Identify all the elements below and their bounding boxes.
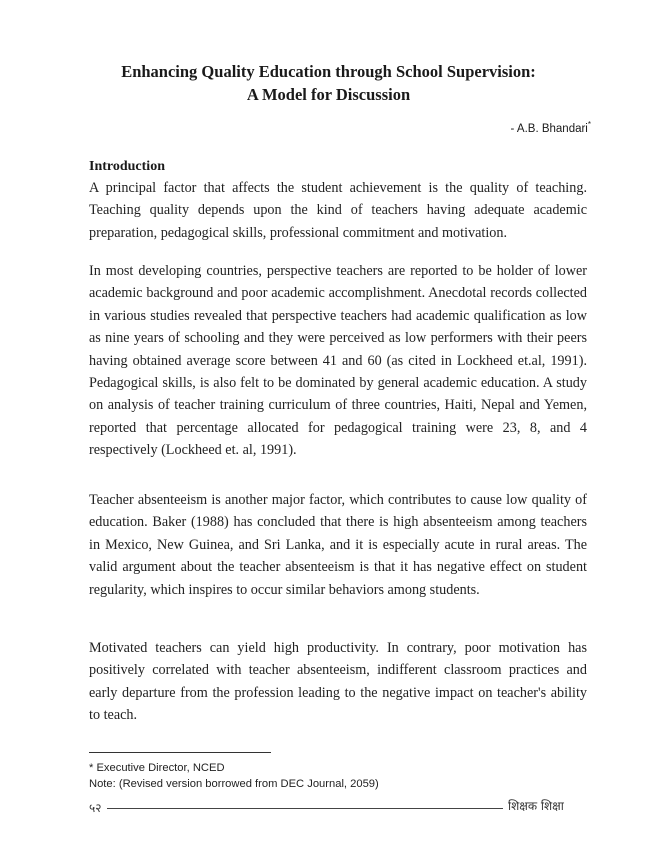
page-number: ५२ [89,801,102,815]
footnote-divider [89,752,271,753]
title-line-2: A Model for Discussion [246,85,411,104]
paragraph-3: Teacher absenteeism is another major factor, which contributes to cause low quality of education. Baker (1988) has concluded that there is high absenteeism among teachers in Mexico, New Guinea, and Sri Lanka, and it is especially acute in rural areas. The valid argument about the teacher absenteeism is that it has negative effect on student regularity, which inspires to occur similar behaviors among students. [89,492,587,598]
paragraph-1: A principal factor that affects the student achievement is the quality of teaching. Teaching quality depends upon the kind of teachers having adequate academic preparation, pedagogical skills, professional commitment and motivation. [89,180,587,241]
paragraph-2: In most developing countries, perspective teachers are reported to be holder of lower academic background and poor academic accomplishment. Anecdotal records collected in various studies revealed that perspective teachers had academic qualification as low as nine years of schooling and they were perceived as low performers with their peers having obtained average score between 41 and 60 (as cited in Lockheed et.al, 1991). Pedagogical skills, is also felt to be dominated by general academic education. A study on analysis of teacher training curriculum of three countries, Haiti, Nepal and Yemen, reported that percentage allocated for pedagogical training were 23, 8, and 4 respectively (Lockheed et. al, 1991). [89,263,587,459]
title-line-1: Enhancing Quality Education through School Supervision: [121,62,536,81]
footnote-note: Note: (Revised version borrowed from DEC Journal, 2059) [89,778,379,790]
article-title [60,60,597,106]
footnote-affiliation: * Executive Director, NCED [89,762,225,774]
author-footnote-marker: * [587,120,591,129]
journal-name: शिक्षक शिक्षा [508,799,564,813]
paragraph-4: Motivated teachers can yield high productivity. In contrary, poor motivation has positively correlated with teacher absenteeism, indifferent classroom practices and early departure from the profession leading to the negative impact on teacher's ability to teach. [89,640,587,724]
footer-divider [107,808,503,809]
section-heading: Introduction [89,159,165,174]
author-byline [511,120,591,135]
author-name: - A.B. Bhandari [510,122,588,135]
